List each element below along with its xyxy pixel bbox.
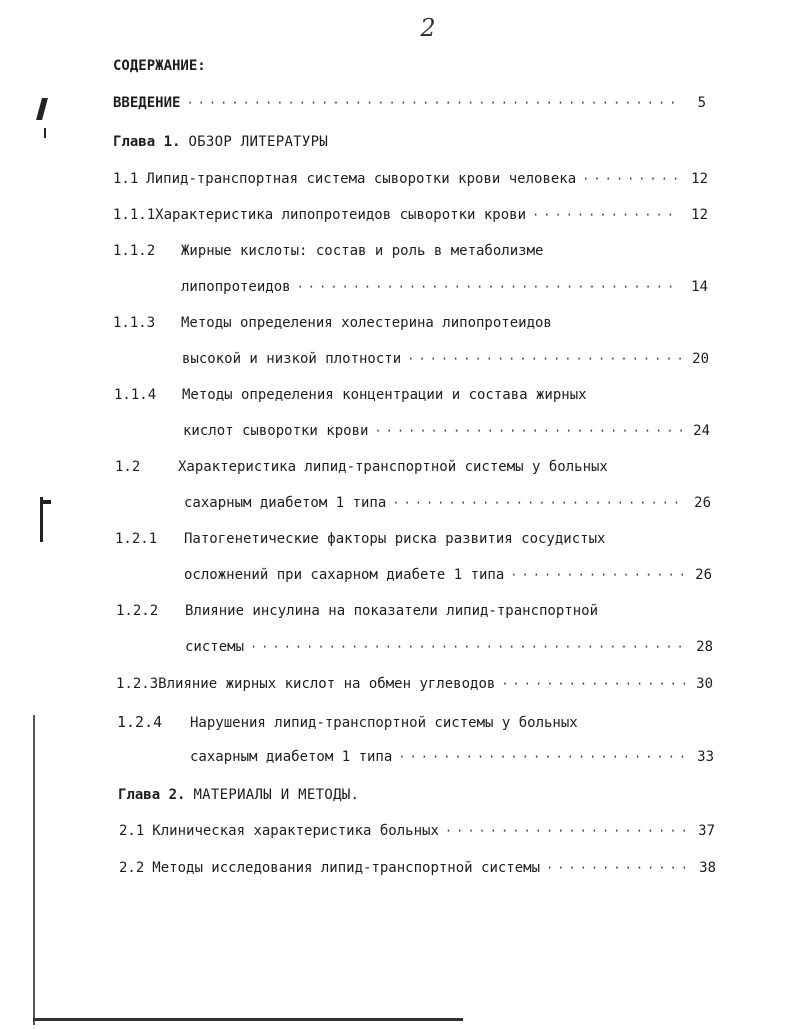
toc-entry-title: Характеристика липопротеидов сыворотки крови bbox=[155, 207, 527, 223]
toc-entry-title-cont: липопротеидов bbox=[181, 279, 291, 295]
toc-entry bbox=[113, 171, 708, 191]
toc-entry-title-cont: сахарным диабетом 1 типа bbox=[190, 749, 393, 765]
toc-entry-page: 12 bbox=[691, 207, 708, 223]
dot-leader bbox=[250, 640, 685, 654]
toc-entry bbox=[116, 603, 713, 623]
toc-entry-number: 1.2.1 bbox=[115, 531, 158, 547]
toc-entry-number: 2.2 bbox=[119, 860, 145, 876]
toc-entry-number: 1.2 bbox=[115, 459, 141, 475]
toc-entry-intro bbox=[113, 95, 706, 115]
toc-entry-number: 1.2.4 bbox=[117, 713, 163, 731]
toc-entry-continuation bbox=[184, 495, 711, 515]
chapter-prefix: Глава 2. bbox=[118, 787, 186, 803]
toc-entry bbox=[115, 459, 710, 479]
dot-leader bbox=[501, 677, 685, 691]
scan-artifact-mark bbox=[36, 98, 48, 120]
scan-artifact-mark bbox=[44, 128, 46, 138]
dot-leader bbox=[186, 96, 678, 110]
toc-entry-title-cont: сахарным диабетом 1 типа bbox=[184, 495, 387, 511]
toc-entry-number: 1.2.3 bbox=[116, 676, 159, 692]
toc-entry bbox=[119, 823, 715, 843]
toc-entry bbox=[113, 243, 708, 263]
dot-leader bbox=[398, 750, 686, 764]
toc-entry-page: 30 bbox=[696, 676, 713, 692]
toc-entry-title: Патогенетические факторы риска развития сосудистых bbox=[184, 531, 606, 547]
toc-entry bbox=[116, 676, 713, 696]
dot-leader bbox=[582, 172, 680, 186]
toc-entry bbox=[113, 315, 708, 335]
toc-entry-continuation bbox=[184, 567, 712, 587]
toc-entry bbox=[113, 207, 708, 227]
toc-entry-title: Методы исследования липид-транспортной системы bbox=[152, 860, 541, 876]
chapter-title: ОБЗОР ЛИТЕРАТУРЫ bbox=[188, 134, 329, 150]
dot-leader bbox=[445, 824, 687, 838]
toc-entry-page: 24 bbox=[693, 423, 710, 439]
toc-entry-number: 1.1.1 bbox=[113, 207, 156, 223]
toc-entry-page: 14 bbox=[691, 279, 708, 295]
toc-entry-continuation bbox=[185, 639, 713, 659]
toc-entry-title: Влияние инсулина на показатели липид-транспортной bbox=[185, 603, 599, 619]
scan-artifact-edge bbox=[33, 715, 35, 1025]
toc-entry-number: 1.1.4 bbox=[114, 387, 157, 403]
toc-entry bbox=[114, 387, 709, 407]
toc-entry-title: Влияние жирных кислот на обмен углеводов bbox=[158, 676, 496, 692]
toc-entry-title: Характеристика липид-транспортной системы у больных bbox=[178, 459, 608, 475]
toc-entry-continuation bbox=[181, 279, 708, 299]
toc-entry-title-cont: системы bbox=[185, 639, 245, 655]
toc-entry-page: 37 bbox=[698, 823, 715, 839]
toc-entry-page: 26 bbox=[695, 567, 712, 583]
dot-leader bbox=[510, 568, 684, 582]
toc-entry-number: 1.1 bbox=[113, 171, 139, 187]
toc-entry-page: 26 bbox=[694, 495, 711, 511]
toc-entry bbox=[117, 713, 714, 733]
toc-entry-number: 1.1.2 bbox=[113, 243, 156, 259]
toc-entry bbox=[119, 860, 716, 880]
dot-leader bbox=[297, 280, 680, 294]
toc-entry-title: Методы определения концентрации и состава жирных bbox=[182, 387, 587, 403]
toc-entry-number: 1.2.2 bbox=[116, 603, 159, 619]
toc-entry bbox=[115, 531, 712, 551]
toc-entry-number: 1.1.3 bbox=[113, 315, 156, 331]
chapter-heading-2 bbox=[118, 787, 718, 807]
toc-entry-page: 33 bbox=[697, 749, 714, 765]
toc-entry-continuation bbox=[182, 351, 709, 371]
toc-heading: СОДЕРЖАНИЕ: bbox=[113, 58, 206, 74]
toc-entry-page: 28 bbox=[696, 639, 713, 655]
dot-leader bbox=[374, 424, 682, 438]
chapter-heading-1 bbox=[113, 134, 713, 154]
toc-entry-title-cont: высокой и низкой плотности bbox=[182, 351, 402, 367]
dot-leader bbox=[407, 352, 681, 366]
toc-entry-title: Липид-транспортная система сыворотки крови человека bbox=[146, 171, 577, 187]
scan-artifact-bottom-edge bbox=[33, 1018, 463, 1021]
toc-entry-page: 20 bbox=[692, 351, 709, 367]
chapter-title: МАТЕРИАЛЫ И МЕТОДЫ. bbox=[193, 787, 360, 803]
toc-entry-page: 5 bbox=[697, 95, 706, 111]
toc-entry-title: Жирные кислоты: состав и роль в метаболизме bbox=[181, 243, 544, 259]
toc-entry-title: Клиническая характеристика больных bbox=[152, 823, 439, 839]
toc-entry-number: 2.1 bbox=[119, 823, 145, 839]
handwritten-page-number: 2 bbox=[420, 14, 436, 42]
dot-leader bbox=[546, 861, 688, 875]
toc-entry-continuation bbox=[190, 749, 714, 769]
dot-leader bbox=[392, 496, 683, 510]
dot-leader bbox=[532, 208, 680, 222]
toc-entry-title: Нарушения липид-транспортной системы у больных bbox=[190, 715, 578, 731]
toc-entry-title: Методы определения холестерина липопротеидов bbox=[181, 315, 552, 331]
scan-artifact-mark bbox=[43, 500, 51, 504]
toc-entry-page: 38 bbox=[699, 860, 716, 876]
toc-entry-continuation bbox=[183, 423, 710, 443]
toc-entry-title-cont: кислот сыворотки крови bbox=[183, 423, 369, 439]
toc-entry-title-cont: осложнений при сахарном диабете 1 типа bbox=[184, 567, 505, 583]
toc-entry-title: ВВЕДЕНИЕ bbox=[113, 95, 181, 111]
toc-entry-page: 12 bbox=[691, 171, 708, 187]
chapter-prefix: Глава 1. bbox=[113, 134, 181, 150]
